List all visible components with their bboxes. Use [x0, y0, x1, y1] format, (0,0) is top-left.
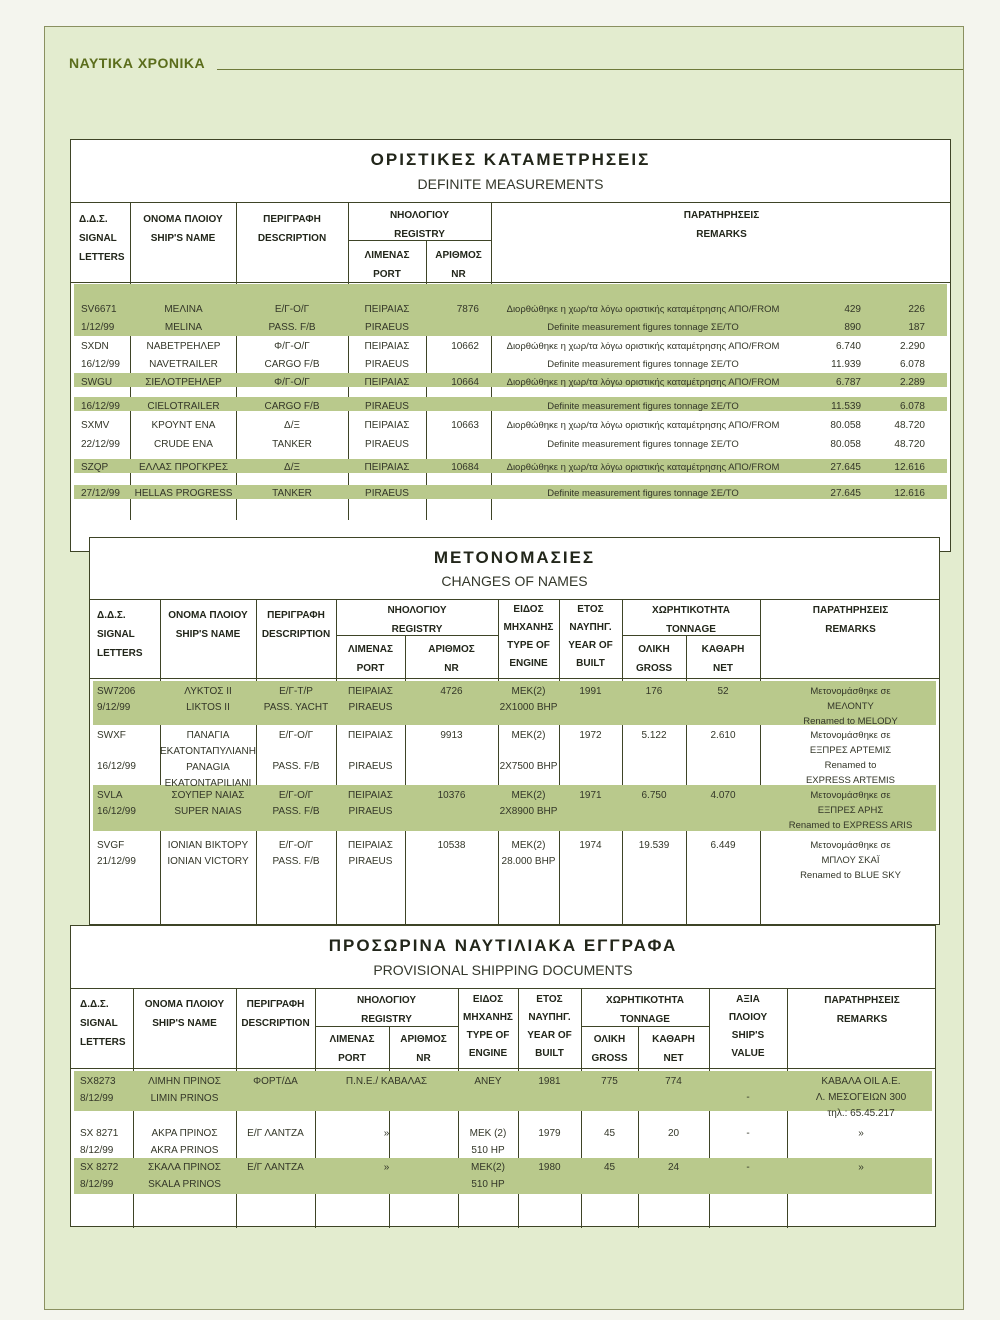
cell-engine: 510 HP — [471, 1145, 505, 1156]
cell-ship-name: ΑΚΡΑ ΠΡΙΝΟΣ — [151, 1128, 218, 1139]
cell-signal: SX 8272 — [80, 1162, 119, 1173]
cell-ship-name: ΣΙΕΛΟΤΡΕΗΛΕΡ — [145, 377, 222, 388]
cell-description: Φ/Γ-Ο/Γ — [274, 377, 310, 388]
cell-kkx-value: 6.078 — [899, 359, 925, 370]
header-description: ΠΕΡΙΓΡΑΦΗ DESCRIPTION — [261, 610, 331, 640]
cell-kox-value: 6.740 — [835, 341, 861, 352]
section-title: ΠΡΟΣΩΡΙΝΑ ΝΑΥΤΙΛΙΑΚΑ ΕΓΓΡΑΦΑ — [328, 936, 678, 955]
cell-signal: 22/12/99 — [81, 439, 120, 450]
cell-gross: 45 — [603, 1128, 616, 1139]
header-registry: ΝΗΟΛΟΓΙΟΥ REGISTRY — [356, 995, 417, 1025]
cell-remarks: ΕΞΠΡΕΣ ΑΡΗΣ — [817, 805, 884, 816]
provisional-documents-section — [70, 925, 936, 1227]
cell-engine: 2X8900 BHP — [499, 806, 558, 817]
cell-description: PASS. F/B — [272, 856, 320, 867]
header-remarks: ΠΑΡΑΤΗΡΗΣΕΙΣ REMARKS — [683, 210, 760, 240]
cell-signal: 16/12/99 — [81, 401, 120, 412]
cell-ship-name: CIELOTRAILER — [147, 401, 220, 412]
cell-kkx-value: 48.720 — [894, 439, 925, 450]
cell-signal: 1/12/99 — [81, 322, 115, 333]
cell-signal: 27/12/99 — [81, 488, 120, 499]
cell-ship-name: CRUDE ENA — [154, 439, 213, 450]
cell-engine: ΜΕΚ(2) — [471, 1162, 505, 1173]
cell-kkx-value: 6.078 — [899, 401, 925, 412]
cell-kox-value: 80.058 — [830, 439, 861, 450]
cell-nr: 10538 — [437, 840, 466, 851]
cell-remarks: ΜΠΛΟΥ ΣΚΑΪ — [821, 855, 880, 866]
cell-remarks: » — [858, 1128, 864, 1139]
cell-ship-name: ΚΡΟΥΝΤ ΕΝΑ — [151, 420, 216, 431]
cell-port: ΠΕΙΡΑΙΑΣ — [348, 730, 393, 741]
cell-remarks: Renamed to EXPRESS ARIS — [788, 820, 913, 831]
cell-ship-name: ΕΚΑΤΟΝΤΑΠΥΛΙΑΝΗ — [160, 746, 256, 757]
header-ship-name: ΟΝΟΜΑ ΠΛΟΙΟΥ SHIP'S NAME — [143, 214, 223, 244]
cell-remarks: Μετονομάσθηκε σε — [810, 790, 891, 801]
cell-remarks: EXPRESS ARTEMIS — [805, 775, 896, 786]
cell-year: 1974 — [579, 840, 602, 851]
cell-description: CARGO F/B — [264, 359, 320, 370]
cell-gross: 176 — [645, 686, 663, 697]
cell-port: ΠΕΙΡΑΙΑΣ — [348, 686, 393, 697]
cell-ship-name: LIMIN PRINOS — [150, 1093, 219, 1104]
header-nr: ΑΡΙΘΜΟΣ NR — [428, 644, 475, 674]
cell-registry: » — [383, 1128, 390, 1139]
cell-port: PIRAEUS — [348, 806, 393, 817]
header-tonnage: ΧΩΡΗΤΙΚΟΤΗΤΑ TONNAGE — [606, 995, 684, 1025]
cell-port: ΠΕΙΡΑΙΑΣ — [348, 840, 393, 851]
cell-description: PASS. YACHT — [263, 702, 329, 713]
cell-kkx-value: 226 — [908, 304, 925, 315]
cell-remarks: ΚΑΒΑΛΑ OIL A.E. — [821, 1076, 901, 1087]
cell-ship-name: ΙΟΝΙΑΝ ΒΙΚΤΟΡΥ — [167, 840, 249, 851]
header-tonnage: ΧΩΡΗΤΙΚΟΤΗΤΑ TONNAGE — [652, 605, 730, 635]
header-ship-name: ΟΝΟΜΑ ΠΛΟΙΟΥ SHIP'S NAME — [144, 999, 225, 1029]
cell-registry: » — [383, 1162, 390, 1173]
cell-ship-name: ΝΑΒΕΤΡΕΗΛΕΡ — [146, 341, 221, 352]
cell-description: Ε/Γ-Ο/Γ — [274, 304, 310, 315]
cell-port: ΠΕΙΡΑΙΑΣ — [364, 304, 410, 315]
cell-signal: SVGF — [97, 840, 125, 851]
cell-remarks: Renamed to — [824, 760, 877, 771]
cell-description: Ε/Γ ΛΑΝΤΖΑ — [247, 1128, 304, 1139]
cell-port: ΠΕΙΡΑΙΑΣ — [364, 377, 410, 388]
cell-engine: ΜΕΚ(2) — [511, 730, 546, 741]
cell-ship-name: ΕΛΛΑΣ ΠΡΟΓΚΡΕΣ — [138, 462, 229, 473]
cell-remarks: Λ. ΜΕΣΟΓΕΙΩΝ 300 — [815, 1092, 907, 1103]
cell-signal: 8/12/99 — [80, 1093, 114, 1104]
cell-description: Φ/Γ-Ο/Γ — [274, 341, 310, 352]
cell-signal: 8/12/99 — [80, 1145, 114, 1156]
cell-remarks: ΕΞΠΡΕΣ ΑΡΤΕΜΙΣ — [809, 745, 892, 756]
cell-ship-name: ΣΟΥΠΕΡ ΝΑΙΑΣ — [171, 790, 245, 801]
cell-ship-name: ΜΕΛΙΝΑ — [164, 304, 203, 315]
cell-value: - — [746, 1128, 750, 1139]
cell-description: Δ/Ξ — [284, 420, 300, 431]
cell-port: ΠΕΙΡΑΙΑΣ — [364, 420, 410, 431]
cell-ship-name: HELLAS PROGRESS — [134, 488, 233, 499]
cell-port: PIRAEUS — [365, 488, 409, 499]
cell-remarks: » — [858, 1162, 864, 1173]
cell-nr: 7876 — [456, 304, 479, 315]
cell-ship-name: ΛΥΚΤΟΣ ΙΙ — [184, 686, 232, 697]
cell-net: 24 — [667, 1162, 680, 1173]
cell-kkx-value: 48.720 — [894, 420, 925, 431]
cell-description: Ε/Γ-Ο/Γ — [278, 730, 314, 741]
header-engine: ΕΙΔΟΣ ΜΗΧΑΝΗΣ TYPE OF ENGINE — [503, 604, 554, 669]
cell-signal: SX 8271 — [80, 1128, 119, 1139]
cell-year: 1979 — [538, 1128, 561, 1139]
cell-engine: 2Χ1000 BHP — [499, 702, 558, 713]
cell-gross: 775 — [601, 1076, 618, 1087]
cell-remarks: Μετονομάσθηκε σε — [810, 840, 891, 851]
cell-description: CARGO F/B — [264, 401, 320, 412]
header-description: ΠΕΡΙΓΡΑΦΗ DESCRIPTION — [257, 214, 327, 244]
cell-nr: 10376 — [437, 790, 466, 801]
cell-engine: ΑΝΕΥ — [474, 1076, 502, 1087]
cell-engine: 2X7500 BHP — [499, 761, 558, 772]
cell-kox-value: 11.939 — [831, 359, 861, 370]
cell-kox-value: 11.539 — [831, 401, 861, 412]
cell-nr: 10684 — [451, 462, 479, 473]
cell-kox-value: 27.645 — [830, 488, 861, 499]
cell-value: - — [746, 1092, 750, 1103]
cell-description: Ε/Γ-Ο/Γ — [278, 840, 314, 851]
cell-description: Ε/Γ-Ο/Γ — [278, 790, 314, 801]
cell-port: PIRAEUS — [348, 761, 393, 772]
cell-nr: 10664 — [451, 377, 479, 388]
cell-gross: 19.539 — [638, 840, 670, 851]
cell-ship-name: MELINA — [164, 322, 203, 333]
cell-kox-value: 890 — [844, 322, 861, 333]
cell-description: TANKER — [272, 488, 312, 499]
cell-description: PASS. F/B — [272, 761, 320, 772]
header-remarks: ΠΑΡΑΤΗΡΗΣΕΙΣ REMARKS — [812, 605, 889, 635]
header-port: ΛΙΜΕΝΑΣ PORT — [348, 644, 393, 674]
cell-signal: 9/12/99 — [97, 702, 131, 713]
cell-ship-name: NAVETRAILER — [149, 359, 218, 370]
masthead-title: ΝΑΥΤΙΚΑ ΧΡΟΝΙΚΑ — [69, 55, 206, 71]
cell-description: Ε/Γ-Τ/Ρ — [279, 686, 313, 697]
cell-signal: SWXF — [97, 730, 126, 741]
cell-description: PASS. F/B — [268, 322, 316, 333]
cell-value: - — [746, 1162, 750, 1173]
cell-ship-name: ΣΚΑΛΑ ΠΡΙΝΟΣ — [148, 1162, 221, 1173]
header-year: ΕΤΟΣ ΝΑΥΠΗΓ. YEAR OF BUILT — [568, 604, 613, 669]
magazine-page — [44, 26, 964, 1310]
cell-port: PIRAEUS — [348, 702, 393, 713]
cell-net: 52 — [717, 686, 729, 697]
cell-gross: 45 — [603, 1162, 616, 1173]
cell-ship-name: ΛΙΜΗΝ ΠΡΙΝΟΣ — [148, 1076, 221, 1087]
header-net: ΚΑΘΑΡΗ NET — [701, 644, 745, 674]
cell-port: PIRAEUS — [365, 322, 409, 333]
cell-signal: SXDN — [81, 341, 109, 352]
cell-nr: 9913 — [440, 730, 463, 741]
cell-engine: 510 HP — [471, 1179, 505, 1190]
cell-kkx-value: 2.290 — [899, 341, 925, 352]
cell-port: ΠΕΙΡΑΙΑΣ — [364, 462, 410, 473]
header-registry: ΝΗΟΛΟΓΙΟΥ REGISTRY — [387, 605, 447, 635]
cell-remark: Διορθώθηκε η χωρ/τα λόγω οριστικής καταμέτρησης ΑΠΟ/FROM — [506, 420, 780, 431]
header-port: ΛΙΜΕΝΑΣ PORT — [329, 1034, 375, 1064]
cell-port: ΠΕΙΡΑΙΑΣ — [348, 790, 393, 801]
cell-ship-name: LIKTOS II — [186, 702, 230, 713]
cell-year: 1972 — [579, 730, 602, 741]
cell-registry: Π.Ν.Ε./ ΚΑΒΑΛΑΣ — [345, 1076, 428, 1087]
header-gross: ΟΛΙΚΗ GROSS — [635, 644, 673, 674]
cell-year: 1991 — [579, 686, 602, 697]
cell-description: Ε/Γ ΛΑΝΤΖΑ — [247, 1162, 304, 1173]
cell-port: PIRAEUS — [365, 401, 409, 412]
cell-ship-name: ΠΑΝΑΓΙΑ — [186, 730, 230, 741]
cell-signal: 8/12/99 — [80, 1179, 114, 1190]
cell-year: 1981 — [538, 1076, 561, 1087]
cell-kox-value: 6.787 — [835, 377, 861, 388]
cell-ship-name: AKRA PRINOS — [150, 1145, 219, 1156]
cell-kkx-value: 12.616 — [894, 462, 925, 473]
cell-nr: 10663 — [451, 420, 479, 431]
cell-port: ΠΕΙΡΑΙΑΣ — [364, 341, 410, 352]
header-net: ΚΑΘΑΡΗ NET — [652, 1034, 695, 1064]
cell-ship-name: SUPER NAIAS — [174, 806, 242, 817]
cell-remarks: ΜΕΛΟΝΤΥ — [827, 701, 874, 712]
cell-port: PIRAEUS — [365, 359, 409, 370]
cell-engine: ΜΕΚ(2) — [511, 686, 546, 697]
cell-year: 1980 — [538, 1162, 561, 1173]
header-signal: Δ.Δ.Σ. SIGNAL LETTERS — [80, 999, 126, 1048]
header-nr: ΑΡΙΘΜΟΣ NR — [400, 1034, 447, 1064]
cell-kkx-value: 187 — [908, 322, 925, 333]
cell-signal: SW7206 — [97, 686, 136, 697]
cell-remark: Definite measurement figures tonnage ΣΕ/TO — [547, 359, 739, 370]
cell-ship-name: IONIAN VICTORY — [167, 856, 249, 867]
cell-signal: SWGU — [81, 377, 113, 388]
cell-nr: 10662 — [451, 341, 479, 352]
cell-remarks: Μετονομάσθηκε σε — [810, 730, 891, 741]
cell-signal: SV6671 — [81, 304, 117, 315]
cell-ship-name: EKATONTAPILIANI — [164, 778, 252, 789]
cell-kox-value: 429 — [844, 304, 861, 315]
cell-nr: 4726 — [440, 686, 463, 697]
cell-net: 2.610 — [710, 730, 736, 741]
cell-kox-value: 80.058 — [830, 420, 861, 431]
cell-signal: 16/12/99 — [97, 806, 136, 817]
cell-ship-name: PANAGIA — [186, 762, 230, 773]
header-ship-name: ΟΝΟΜΑ ΠΛΟΙΟΥ SHIP'S NAME — [168, 610, 248, 640]
cell-remark: Διορθώθηκε η χωρ/τα λόγω οριστικής καταμέτρησης ΑΠΟ/FROM — [506, 341, 780, 352]
cell-remark: Διορθώθηκε η χωρ/τα λόγω οριστικής καταμέτρησης ΑΠΟ/FROM — [506, 462, 780, 473]
header-engine: ΕΙΔΟΣ ΜΗΧΑΝΗΣ TYPE OF ENGINE — [463, 994, 513, 1059]
cell-kox-value: 27.645 — [830, 462, 861, 473]
cell-port: PIRAEUS — [365, 439, 409, 450]
cell-port: PIRAEUS — [348, 856, 393, 867]
header-gross: ΟΛΙΚΗ GROSS — [591, 1034, 628, 1064]
cell-remarks: Μετονομάσθηκε σε — [810, 686, 891, 697]
cell-kkx-value: 2.289 — [899, 377, 925, 388]
cell-signal: 16/12/99 — [81, 359, 120, 370]
cell-engine: ΜΕΚ(2) — [511, 790, 546, 801]
cell-remark: Διορθώθηκε η χωρ/τα λόγω οριστικής καταμέτρησης ΑΠΟ/FROM — [506, 304, 780, 315]
definite-measurements-section — [70, 139, 951, 552]
cell-ship-name: SKALA PRINOS — [148, 1179, 221, 1190]
header-description: ΠΕΡΙΓΡΑΦΗ DESCRIPTION — [241, 999, 310, 1029]
section-subtitle: DEFINITE MEASUREMENTS — [417, 176, 604, 192]
cell-engine: ΜΕΚ(2) — [511, 840, 546, 851]
cell-signal: 21/12/99 — [97, 856, 136, 867]
cell-description: PASS. F/B — [272, 806, 320, 817]
cell-net: 20 — [667, 1128, 680, 1139]
cell-gross: 6.750 — [641, 790, 667, 801]
cell-remarks: τηλ.: 65.45.217 — [827, 1108, 895, 1119]
cell-net: 774 — [665, 1076, 682, 1087]
header-nr: ΑΡΙΘΜΟΣ NR — [435, 250, 482, 280]
cell-net: 6.449 — [710, 840, 736, 851]
cell-signal: SZQP — [81, 462, 109, 473]
cell-remark: Definite measurement figures tonnage ΣΕ/TO — [547, 401, 739, 412]
header-port: ΛΙΜΕΝΑΣ PORT — [364, 250, 410, 280]
cell-signal: SXMV — [81, 420, 110, 431]
cell-year: 1971 — [579, 790, 602, 801]
cell-remark: Definite measurement figures tonnage ΣΕ/TO — [547, 322, 739, 333]
masthead-rule — [217, 69, 963, 70]
cell-remark: Διορθώθηκε η χωρ/τα λόγω οριστικής καταμέτρησης ΑΠΟ/FROM — [506, 377, 780, 388]
header-signal: Δ.Δ.Σ. SIGNAL LETTERS — [97, 610, 143, 659]
section-title: ΟΡΙΣΤΙΚΕΣ ΚΑΤΑΜΕΤΡΗΣΕΙΣ — [370, 150, 651, 169]
header-value: ΑΞΙΑ ΠΛΟΙΟΥ SHIP'S VALUE — [728, 994, 768, 1059]
cell-description: ΦΟΡΤ/ΔΑ — [253, 1076, 298, 1087]
cell-description: TANKER — [272, 439, 312, 450]
header-year: ΕΤΟΣ ΝΑΥΠΗΓ. YEAR OF BUILT — [527, 994, 572, 1059]
cell-remark: Definite measurement figures tonnage ΣΕ/TO — [547, 488, 739, 499]
section-subtitle: PROVISIONAL SHIPPING DOCUMENTS — [373, 962, 633, 978]
section-subtitle: CHANGES OF NAMES — [441, 573, 588, 589]
section-title: ΜΕΤΟΝΟΜΑΣΙΕΣ — [433, 548, 596, 567]
cell-remark: Definite measurement figures tonnage ΣΕ/TO — [547, 439, 739, 450]
cell-remarks: Renamed to BLUE SKY — [800, 870, 901, 881]
cell-description: Δ/Ξ — [284, 462, 300, 473]
cell-signal: SVLA — [97, 790, 123, 801]
cell-remarks: Renamed to MELODY — [803, 716, 898, 727]
header-signal: Δ.Δ.Σ. SIGNAL LETTERS — [79, 214, 125, 263]
header-registry: ΝΗΟΛΟΓΙΟΥ REGISTRY — [389, 210, 450, 240]
changes-of-names-section — [89, 537, 940, 925]
cell-kkx-value: 12.616 — [894, 488, 925, 499]
header-remarks: ΠΑΡΑΤΗΡΗΣΕΙΣ REMARKS — [824, 995, 900, 1025]
cell-net: 4.070 — [710, 790, 736, 801]
cell-signal: 16/12/99 — [97, 761, 136, 772]
cell-gross: 5.122 — [641, 730, 667, 741]
cell-engine: 28.000 BHP — [501, 856, 556, 867]
cell-signal: SX8273 — [80, 1076, 116, 1087]
cell-engine: ΜΕΚ (2) — [469, 1128, 507, 1139]
